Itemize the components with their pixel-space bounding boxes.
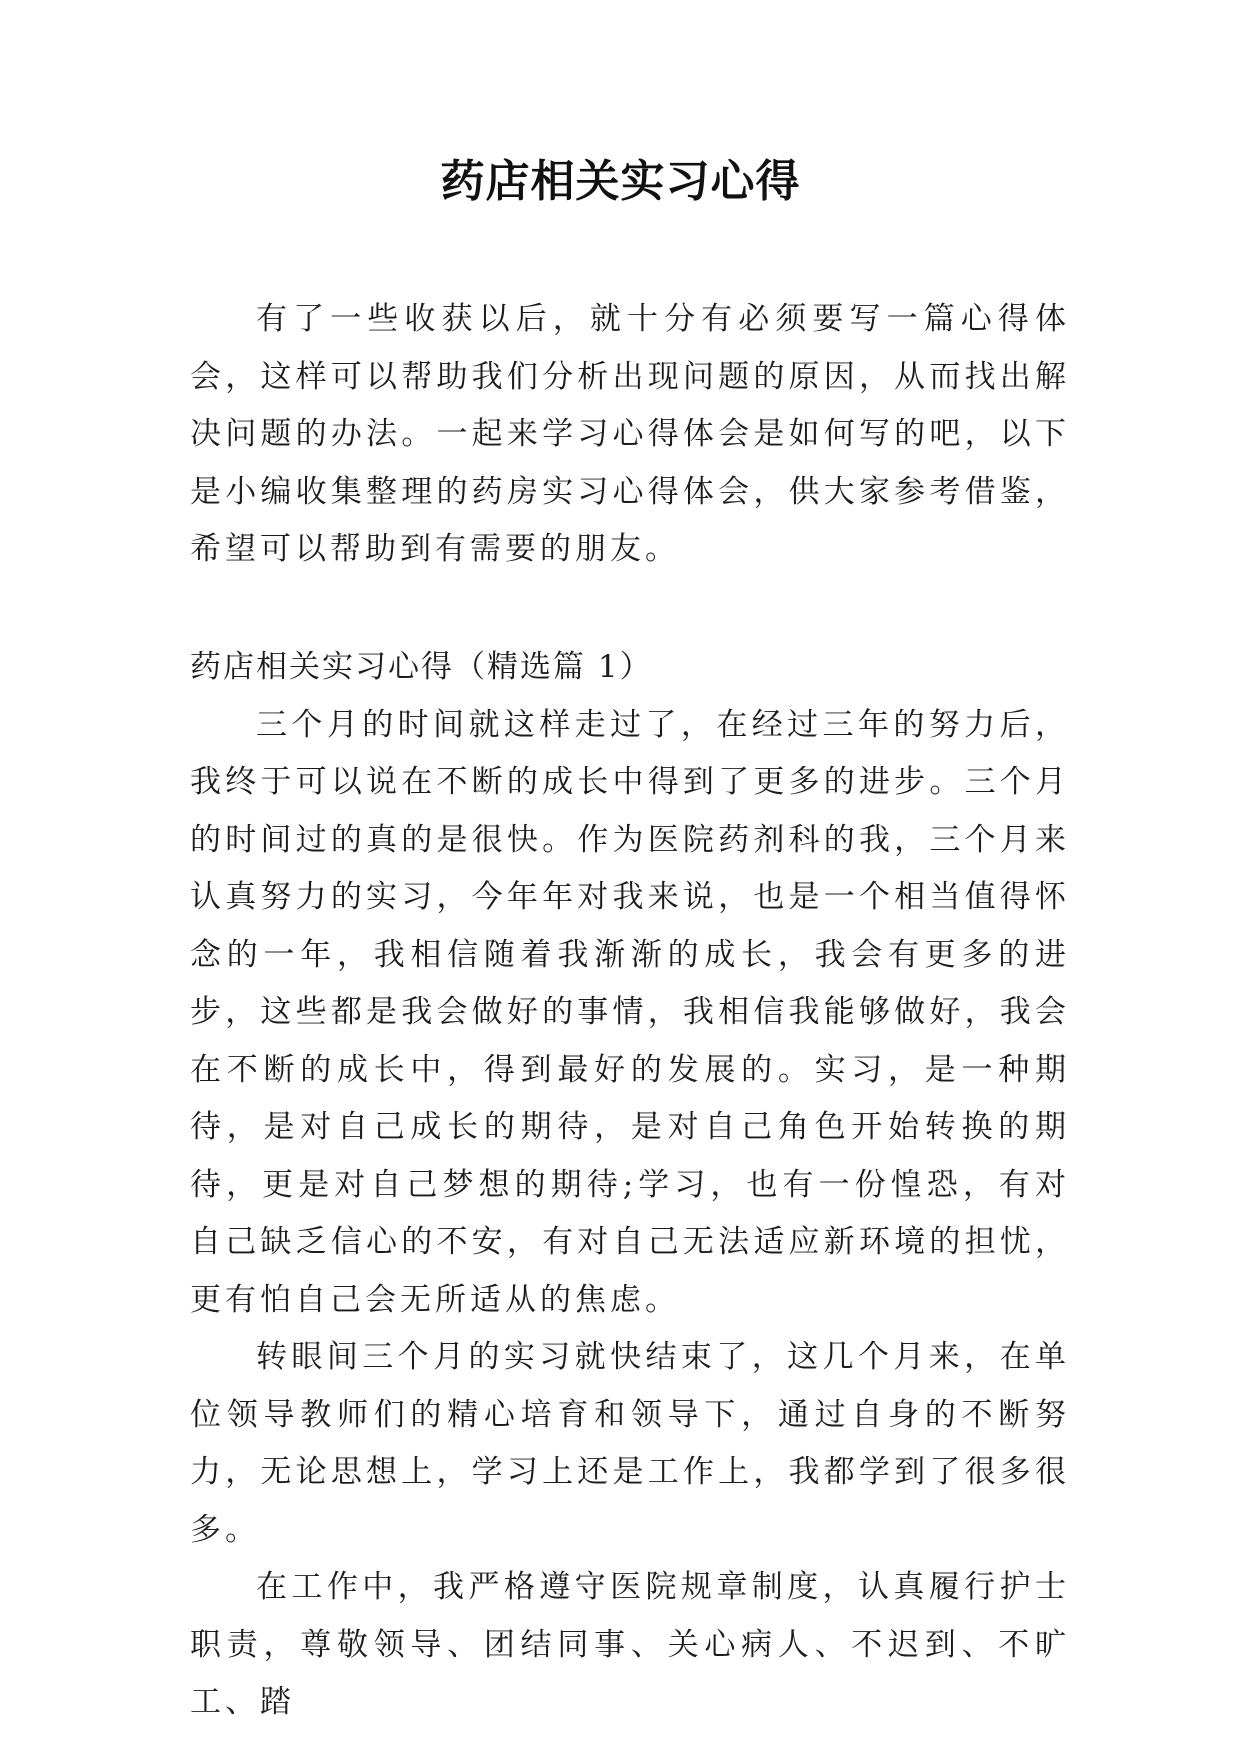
section-heading: 药店相关实习心得（精选篇 1） bbox=[190, 649, 653, 685]
article-body bbox=[190, 639, 1070, 1732]
body-paragraph-2: 转眼间三个月的实习就快结束了，这几个月来，在单位领导教师们的精心培育和领导下，通过自身的不断努力，无论思想上，学习上还是工作上，我都学到了很多很多。 bbox=[190, 1339, 1070, 1548]
intro-paragraph: 有了一些收获以后，就十分有必须要写一篇心得体会，这样可以帮助我们分析出现问题的原因，从而找出解决问题的办法。一起来学习心得体会是如何写的吧，以下是小编收集整理的药房实习心得体会，供大家参考借鉴，希望可以帮助到有需要的朋友。 bbox=[190, 301, 1070, 567]
document-title: 药店相关实习心得 bbox=[440, 156, 801, 207]
intro-section bbox=[190, 291, 1070, 579]
body-paragraph-1: 三个月的时间就这样走过了，在经过三年的努力后，我终于可以说在不断的成长中得到了更多的进步。三个月的时间过的真的是很快。作为医院药剂科的我，三个月来认真努力的实习，今年年对我来说，也是一个相当值得怀念的一年，我相信随着我渐渐的成长，我会有更多的进步，这些都是我会做好的事情，我相信我能够做好，我会在不断的成长中，得到最好的发展的。实习，是一种期待，是对自己成长的期待，是对自己角色开始转换的期待，更是对自己梦想的期待;学习，也有一份惶恐，有对自己缺乏信心的不安，有对自己无法适应新环境的担忧，更有怕自己会无所适从的焦虑。 bbox=[190, 706, 1070, 1318]
body-paragraph-3: 在工作中，我严格遵守医院规章制度，认真履行护士职责，尊敬领导、团结同事、关心病人、不迟到、不旷工、踏 bbox=[190, 1569, 1070, 1720]
